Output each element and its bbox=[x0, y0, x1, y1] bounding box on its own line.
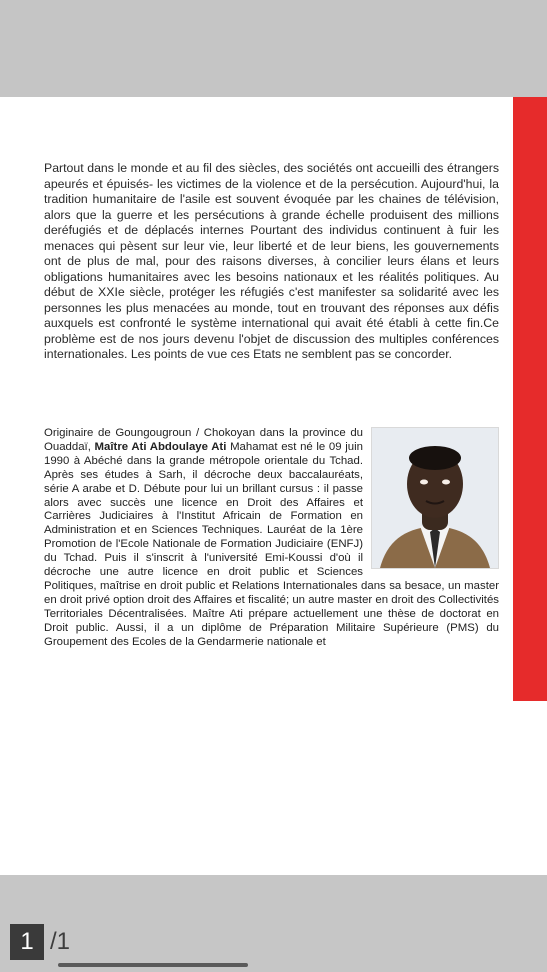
current-page-number: 1 bbox=[10, 924, 44, 960]
bio-author-name: Maître Ati Abdoulaye Ati bbox=[94, 440, 227, 453]
bio-body-text: Mahamat est né le 09 juin 1990 à Abéché dans la grande métropole orientale du Tchad. Après ses études à Sarh, il décroche deux baccalauréats, série A arabe et D. Débute pour lui un brillant cursus : il passe alors avec succès une licence en Droit des Affaires et Carrières Judiciaires à l'Institut Africain de Formation en Administration et en Sciences Techniques. Lauréat de la 1ère Promotion de l'Ecole Nationale de Formation Judiciaire (ENFJ) du Tchad. Puis il s'inscrit à l'université Emi-Koussi d'où il décroche une autre licence en droit public et Sciences Politiques, maîtrise en droit public et Relations Internationales dans sa besace, un master en droit privé option droit des Affaires et fiscalité; un autre master en droit des Collectivités Territoriales Décentralisées. Maître Ati prépare actuellement une thèse de doctorat en Droit public. Aussi, il a un diplôme de Préparation Militaire Supérieure (PMS) du Groupement des Ecoles de la Gendarmerie nationale et bbox=[44, 440, 499, 648]
page-indicator[interactable] bbox=[10, 920, 88, 964]
red-accent-stripe bbox=[513, 97, 547, 701]
viewer-top-bar bbox=[0, 0, 547, 97]
bio-intro-text: Originaire de Goungougroun / Chokoyan dans la province du Ouaddaï, bbox=[44, 427, 363, 453]
home-indicator-bar bbox=[58, 963, 248, 967]
document-page bbox=[0, 97, 547, 875]
total-pages-label: /1 bbox=[50, 928, 71, 955]
author-photo bbox=[371, 427, 499, 569]
intro-paragraph: Partout dans le monde et au fil des siècles, des sociétés ont accueilli des étrangers apeurés et épuisés- les victimes de la violence et de la persécution. Aujourd'hui, la tradition humanitaire de l'asile est souvent évoquée par les chaines de télévision, alors que la guerre et les persécutions à grande échelle produisent des millions deréfugiés et de déplacés internes Pourtant des individus continuent à fuir les menaces qui pèsent sur leur vie, leur liberté et de leur biens, les gouvernements ont de plus de mal, pour des raisons diverses, à concilier leurs élans et leurs obligations humanitaires avec les besoins nationaux et les réalités politiques. Au début de XXIe siècle, protéger les réfugiés c'est manifester sa solidarité avec les personnes les plus menacées au monde, tout en trouvant des réponses aux défis auxquels est confronté le système international qui avait été établi à cette fin.Ce problème est de nos jours devenu l'objet de discussion des multiples conférences internationales. Les points de vue ces Etats ne semblent pas se concorder. bbox=[44, 161, 499, 362]
author-portrait-icon bbox=[372, 428, 498, 568]
author-bio bbox=[44, 427, 499, 650]
